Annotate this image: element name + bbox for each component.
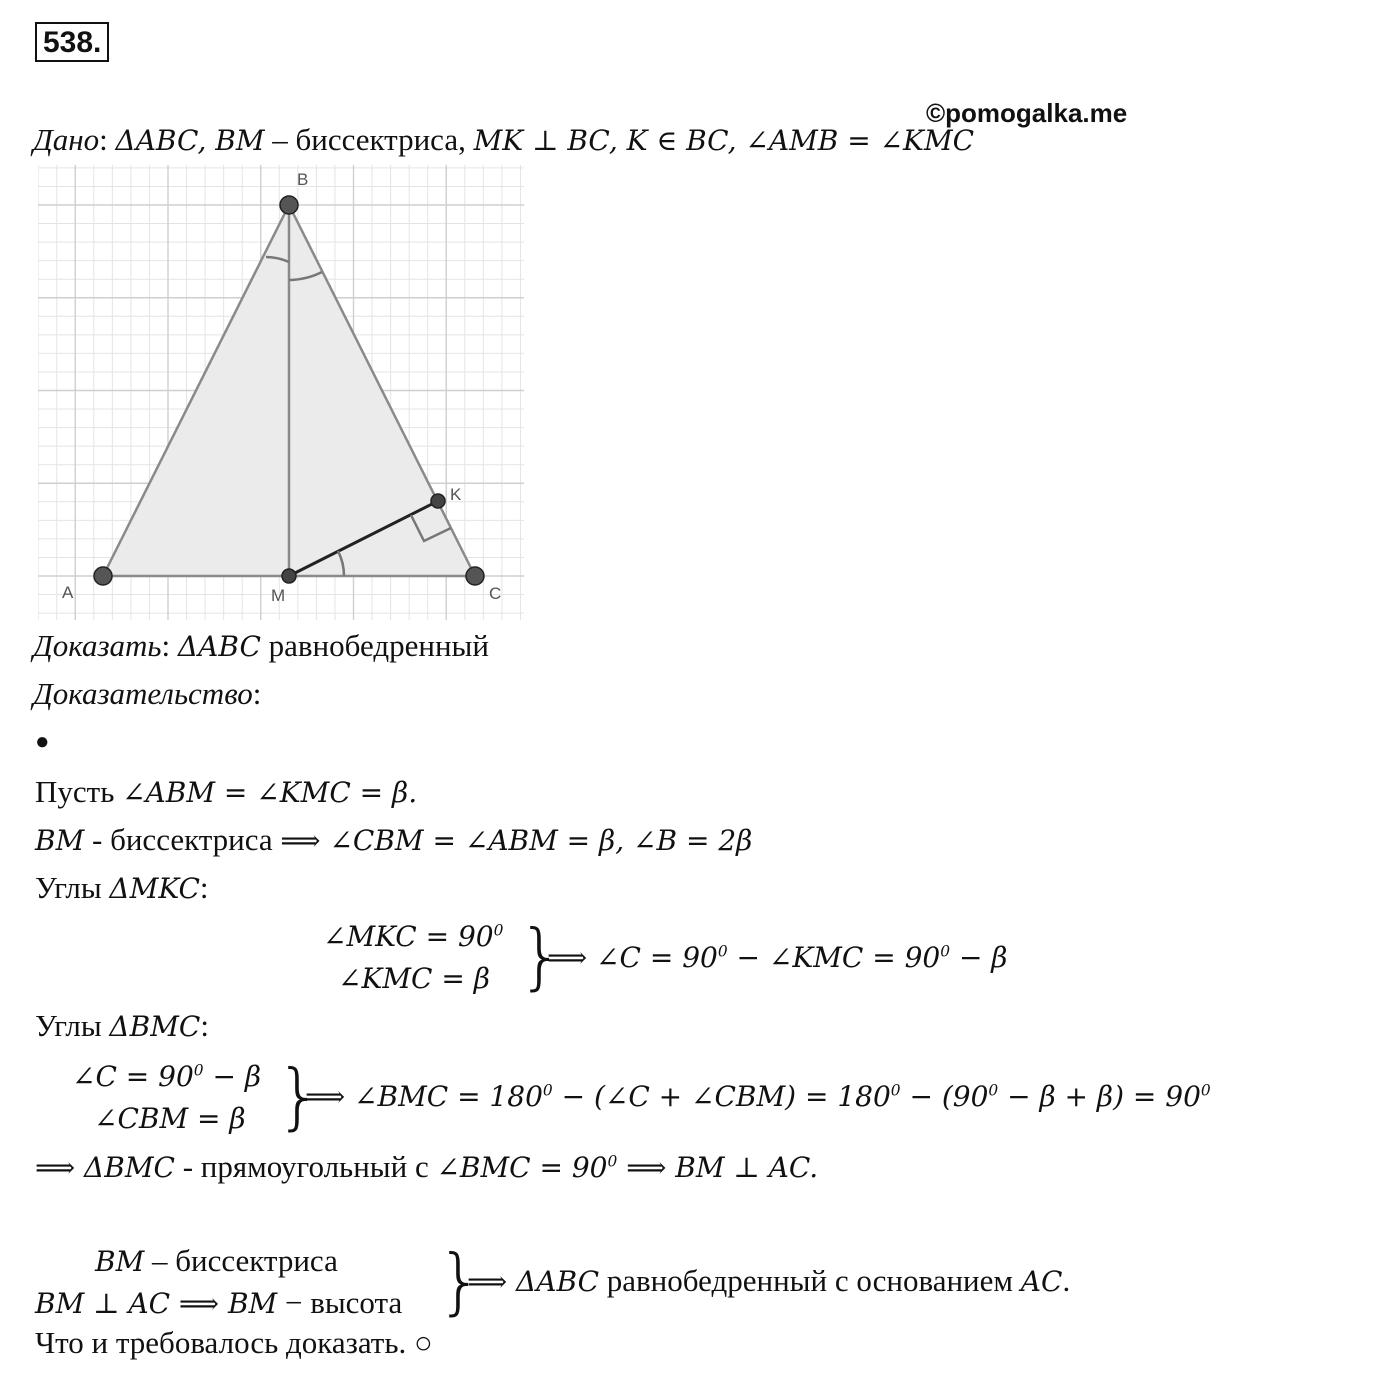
prove-colon: : [161,628,178,663]
sys1-brace: } [518,914,564,998]
l1-text: Пусть [35,774,123,809]
proof-line-1 [35,776,417,807]
given-math-1: ΔABC, BM [115,124,265,157]
sys1-eq-a: ∠MKC = $90^0$ [323,920,504,953]
proof-line-2 [35,824,752,855]
sys2-result: ⟹ ∠BMC = $180^0$ − (∠C + ∠CBM) = $180^0 - (90^0 - \beta + \beta) = 90^0$ [305,1080,1211,1113]
label-m: M [271,586,286,605]
sys1-result: ⟹ ∠C = $90^0$ − ∠KMC = $90^0 - \beta$ [547,941,1008,974]
point-a [94,567,112,585]
sys3-a-text: – биссектриса [144,1243,338,1278]
point-b [280,196,298,214]
sys3-res-text: равнобедренный с основанием [599,1263,1021,1298]
prove-label: Доказать [33,628,162,663]
sys3-b-math: BM ⊥ AC ⟹ BM [35,1287,278,1320]
label-c: C [489,584,502,603]
point-c [466,567,484,585]
triangle-figure [38,165,524,620]
l3-math: ΔMKC [109,872,200,905]
l3-text: Углы [35,870,110,905]
given-text-2: – биссектриса, [264,122,474,157]
watermark: ©pomogalka.me [926,98,1128,128]
l5-math-2: ∠BMC = $90^0$ ⟹ BM ⊥ AC. [436,1151,819,1184]
label-k: K [450,485,462,504]
sys2-brace: } [276,1054,322,1138]
conclusion-line: Что и требовалось доказать. ○ [35,1325,433,1360]
sys3-line-b [35,1287,402,1318]
sys3-res-math-2: AC [1020,1265,1063,1298]
l4-text: Углы [35,1008,110,1043]
sys3-a-math: BM [95,1245,145,1278]
label-a: A [62,583,74,602]
sys3-line-a [95,1245,338,1276]
prove-line [33,630,489,661]
given-label: Дано [33,122,100,157]
bullet: ● [35,729,50,755]
point-m [282,569,296,583]
sys3-b-text: − высота [277,1285,403,1320]
sys2-eq-a: ∠C = $90^0 - \beta$ [72,1060,262,1093]
prove-math: ΔABC [177,630,261,663]
l5-math-1: ⟹ ΔBMC [35,1151,175,1184]
proof-colon: : [252,676,262,711]
proof-heading [33,678,261,709]
given-math-2: MK ⊥ BC, K ∈ BC, ∠AMB = ∠KMC [473,124,975,157]
prove-text: равнобедренный [260,628,489,663]
sys3-result [467,1265,1070,1296]
l1-math: ∠ABM = ∠KMC = β. [122,776,418,809]
l5-text: - прямоугольный с [174,1149,437,1184]
sys2-eq-b: ∠CBM = β [94,1102,246,1135]
problem-number: 538. [35,22,109,62]
sys1-eq-b: ∠KMC = β [338,962,490,995]
l2-math-1: BM [35,824,85,857]
sys3-brace: } [437,1239,483,1323]
proof-line-3 [35,872,209,903]
given-colon: : [99,122,116,157]
l4-math: ΔBMC [109,1010,201,1043]
proof-line-5 [35,1151,818,1182]
l2-text: - биссектриса [84,822,281,857]
proof-label: Доказательство [33,676,253,711]
label-b: B [297,170,309,189]
proof-line-4 [35,1010,209,1041]
l2-math-2: ⟹ ∠CBM = ∠ABM = β, ∠B = 2β [280,824,753,857]
point-k [431,494,445,508]
l4-colon: : [200,1008,209,1043]
sys3-res-dot: . [1062,1263,1071,1298]
given-line [33,124,974,155]
l3-colon: : [199,870,209,905]
sys3-res-math-1: ⟹ ΔABC [467,1265,600,1298]
